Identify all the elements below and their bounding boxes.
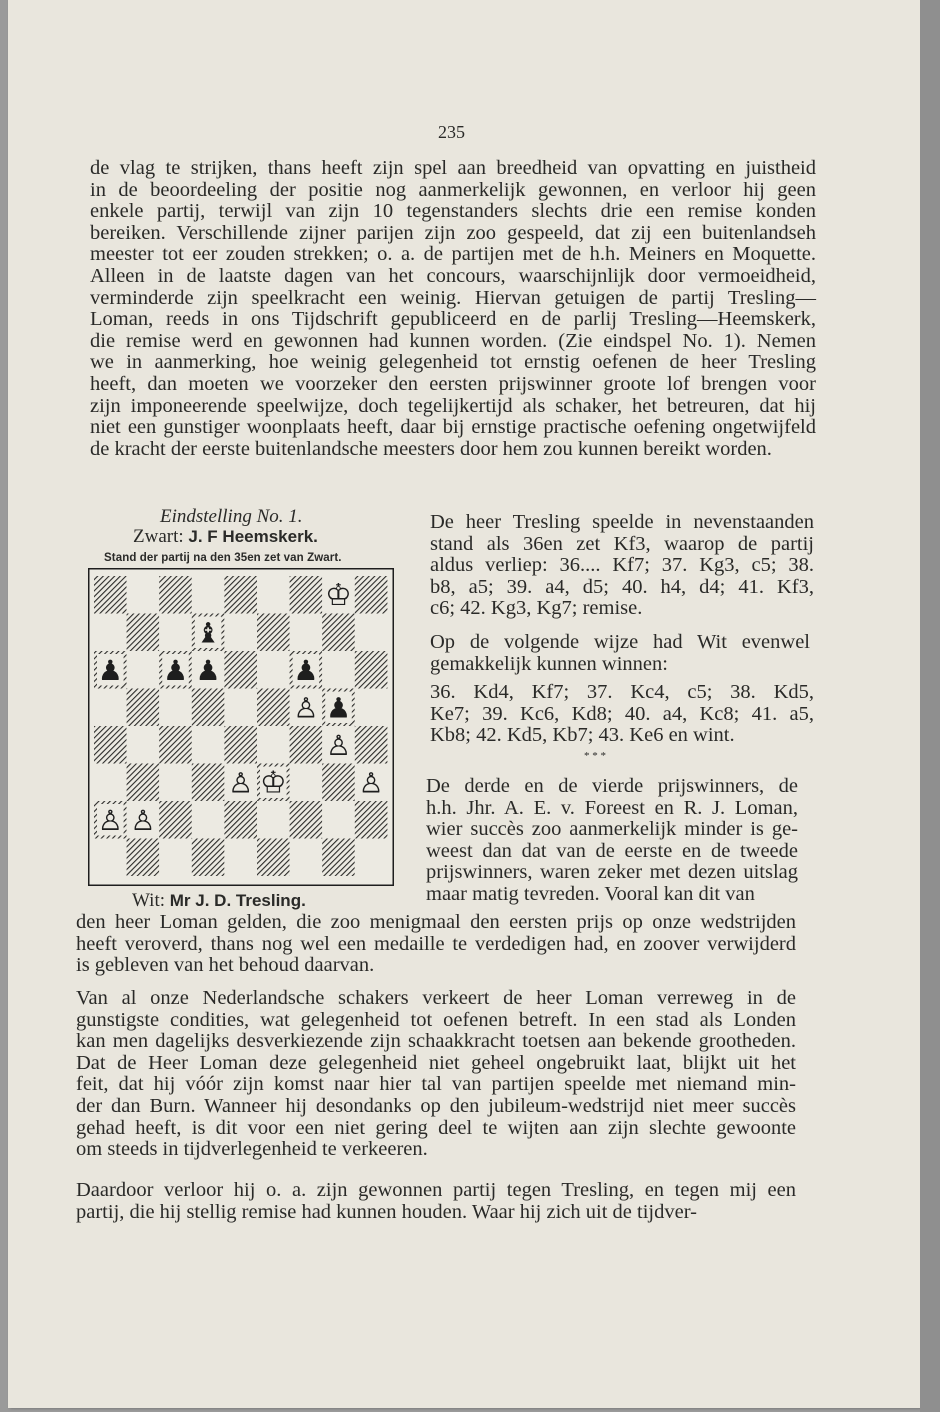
text-line: wier succès zoo aanmerkelijk minder is ge- <box>426 818 798 841</box>
right-column-intro <box>430 632 810 675</box>
board-square <box>257 614 290 652</box>
black-pawn-icon: ♟ <box>162 653 189 687</box>
text-line: om steeds in tijdverlegenheid te verkeeren. <box>76 1138 428 1161</box>
text-line: die remise werd en gewonnen had kunnen worden. (Zie eindspel No. 1). Nemen <box>90 329 816 352</box>
text-line: Op de volgende wijze had Wit evenwel <box>430 631 810 653</box>
figure-white-player <box>132 890 306 912</box>
white-pawn-icon: ♙ <box>325 728 352 762</box>
text-line: in de beoordeeling der positie nog aanmerkelijk gewonnen, en verloor hij geen <box>90 178 816 201</box>
text-line: kan men dagelijks desverkiezende zijn schaakkracht toetsen aan bekende grootheden. <box>76 1030 796 1053</box>
board-square <box>257 801 290 839</box>
board-square <box>127 651 160 689</box>
white-pawn-icon: ♙ <box>293 691 319 725</box>
black-pawn-icon: ♟ <box>195 653 221 687</box>
text-line: Van al onze Nederlandsche schakers verkeert de heer Loman verreweg in de <box>76 987 796 1009</box>
board-square <box>322 839 355 877</box>
board-square <box>127 689 160 727</box>
board-square <box>159 576 192 614</box>
board-square <box>224 726 257 764</box>
text-line: gemakkelijk kunnen winnen: <box>430 652 668 675</box>
text-line: de kracht der eerste buitenlandsche meesters door hem zou kunnen bereikt worden. <box>90 437 772 460</box>
text-line: Kb8; 42. Kd5, Kb7; 43. Ke6 en wint. <box>430 724 735 747</box>
black-bishop-icon: ♝ <box>195 616 221 650</box>
white-player-name: Mr J. D. Tresling. <box>169 891 306 910</box>
black-pawn-icon: ♟ <box>293 653 319 687</box>
section-separator: * * * <box>584 750 606 762</box>
text-line: prijswinners, waren zeker met dezen uitslag <box>426 861 798 884</box>
board-square <box>224 839 257 877</box>
board-square <box>159 689 192 727</box>
board-square <box>290 801 323 839</box>
page-number: 235 <box>438 122 465 142</box>
board-square <box>159 614 192 652</box>
text-line: maar matig tevreden. Vooral kan dit van <box>426 882 755 905</box>
board-square <box>355 576 388 614</box>
white-pawn-icon: ♙ <box>358 766 384 800</box>
text-line: Dat de Heer Loman deze gelegenheid niet geheel ongebruikt laat, blijkt uit het <box>76 1051 796 1074</box>
board-square <box>322 801 355 839</box>
board-square <box>322 651 355 689</box>
board-square <box>127 576 160 614</box>
board-square <box>192 576 225 614</box>
right-column-prizewinners <box>426 776 798 906</box>
board-square <box>224 651 257 689</box>
text-line: is gebleven van het behoud daarvan. <box>76 954 375 977</box>
text-line: meester tot eer zouden strekken; o. a. de partijen met de h.h. Meiners en Moquette. <box>90 243 816 266</box>
board-square <box>257 689 290 727</box>
text-line: gehad heeft, is dit voor een niet gering deel te wijten aan zijn slechte gewoonte <box>76 1116 796 1139</box>
text-line: de vlag te strijken, thans heeft zijn spel aan breedheid van opvatting en juistheid <box>90 157 816 179</box>
paragraph-continued <box>76 912 796 977</box>
text-line: enkele partij, terwijl van zijn 10 tegenstanders slechts drie een remise konden <box>90 200 816 223</box>
white-pawn-icon: ♙ <box>97 803 123 837</box>
board-square <box>355 801 388 839</box>
text-line: verminderde zijn speelkracht een weinig. Hiervan getuigen de partij Tresling— <box>90 286 816 309</box>
board-square <box>257 839 290 877</box>
text-line: den heer Loman gelden, die zoo menigmaal den eersten prijs op onze wedstrijden <box>76 911 796 933</box>
board-square <box>224 614 257 652</box>
board-square <box>192 839 225 877</box>
board-square <box>192 764 225 802</box>
text-line: stand als 36en zet Kf3, waarop de partij <box>430 532 814 555</box>
board-square <box>322 614 355 652</box>
white-king-icon: ♔ <box>325 577 352 613</box>
board-square <box>257 651 290 689</box>
board-square <box>159 839 192 877</box>
board-square <box>159 801 192 839</box>
paragraph-top <box>90 158 816 460</box>
text-line: Loman, reeds in ons Tijdschrift gepubliceerd en de parlij Tresling—Heemskerk, <box>90 308 816 331</box>
right-column-moves <box>430 512 814 620</box>
board-square <box>355 614 388 652</box>
text-line: aldus verliep: 36.... Kf7; 37. Kg3, c5; 38. <box>430 554 814 577</box>
black-player-name: J. F Heemskerk. <box>188 527 318 546</box>
text-line: De heer Tresling speelde in nevenstaanden <box>430 511 814 533</box>
text-line: heeft, dan moeten we voorzeker den eersten prijswinner groote lof brengen voor <box>90 372 816 395</box>
text-line: bereiken. Verschillende zijner parijen zijn zoo gespeeld, dat zij een buitenlandseh <box>90 221 816 244</box>
figure-black-player <box>133 526 318 548</box>
text-line: partij, die hij stellig remise had kunnen houden. Waar hij zich uit de tijdver- <box>76 1200 697 1223</box>
board-square <box>192 801 225 839</box>
board-square <box>94 764 127 802</box>
text-line: b8, a5; 39. a4, d5; 40. h4, d4; 41. Kf3, <box>430 575 814 598</box>
board-square <box>159 764 192 802</box>
text-line: niet een gunstiger woonplaats heeft, daar bij ernstige practische oefening ongetwijfeld <box>90 416 816 439</box>
black-pawn-icon: ♟ <box>97 653 123 687</box>
board-square <box>159 726 192 764</box>
board-square <box>224 576 257 614</box>
board-square <box>224 689 257 727</box>
text-line: feit, dat hij vóór zijn komst naar hier tal van partijen speelde met niemand min- <box>76 1073 796 1096</box>
board-square <box>94 839 127 877</box>
board-square <box>94 614 127 652</box>
board-square <box>355 689 388 727</box>
board-square <box>94 726 127 764</box>
text-line: c6; 42. Kg3, Kg7; remise. <box>430 597 643 620</box>
text-line: h.h. Jhr. A. E. v. Foreest en R. J. Loman, <box>426 796 798 819</box>
board-square <box>290 726 323 764</box>
text-line: Ke7; 39. Kc6, Kd8; 40. a4, Kc8; 41. a5, <box>430 702 814 725</box>
board-square <box>290 614 323 652</box>
text-line: der dan Burn. Wanneer hij desondanks op den jubileum-wedstrijd niet meer succès <box>76 1094 796 1117</box>
board-square <box>127 614 160 652</box>
board-square <box>355 651 388 689</box>
figure-caption: Stand der partij na den 35en zet van Zwart. <box>104 552 342 564</box>
board-square <box>127 764 160 802</box>
board-square <box>290 576 323 614</box>
white-label: Wit: <box>132 890 166 911</box>
white-pawn-icon: ♙ <box>130 803 156 837</box>
board-square <box>322 764 355 802</box>
board-square <box>94 689 127 727</box>
chess-board <box>88 568 394 886</box>
board-square <box>257 576 290 614</box>
text-line: 36. Kd4, Kf7; 37. Kc4, c5; 38. Kd5, <box>430 681 814 703</box>
board-square <box>224 801 257 839</box>
text-line: Alleen in de laatste dagen van het concours, waarschijnlijk door vermoeidheid, <box>90 264 816 287</box>
board-square <box>192 726 225 764</box>
text-line: gunstigste condities, wat gelegenheid tot oefenen betreft. In een stad als Londen <box>76 1008 796 1031</box>
board-square <box>257 726 290 764</box>
text-line: heeft veroverd, thans nog wel een medaille te verdedigen had, en zoover verwijderd <box>76 932 796 955</box>
board-square <box>192 689 225 727</box>
chess-diagram <box>88 568 394 886</box>
board-square <box>94 576 127 614</box>
text-line: De derde en de vierde prijswinners, de <box>426 775 798 797</box>
text-line: Daardoor verloor hij o. a. zijn gewonnen partij tegen Tresling, en tegen mij een <box>76 1179 796 1201</box>
white-pawn-icon: ♙ <box>228 766 254 800</box>
board-square <box>290 764 323 802</box>
text-line: weest dan dat van de eerste en de tweede <box>426 839 798 862</box>
board-square <box>355 839 388 877</box>
board-square <box>355 726 388 764</box>
black-label: Zwart: <box>133 526 184 547</box>
figure-title: Eindstelling No. 1. <box>160 506 303 527</box>
paragraph-loman <box>76 988 796 1161</box>
black-pawn-icon: ♟ <box>325 691 352 725</box>
board-square <box>127 839 160 877</box>
white-king-icon: ♔ <box>259 765 287 801</box>
right-column-win-line <box>430 682 814 747</box>
text-line: we in aanmerking, hoe weinig gelegenheid tot ernstig oefenen de heer Tresling <box>90 351 816 374</box>
board-square <box>290 839 323 877</box>
page-edge <box>920 0 940 1412</box>
text-line: zijn imponeerende speelwijze, doch tegelijkertijd als schaker, het betreuren, dat hij <box>90 394 816 417</box>
paragraph-last <box>76 1180 796 1223</box>
board-square <box>127 726 160 764</box>
